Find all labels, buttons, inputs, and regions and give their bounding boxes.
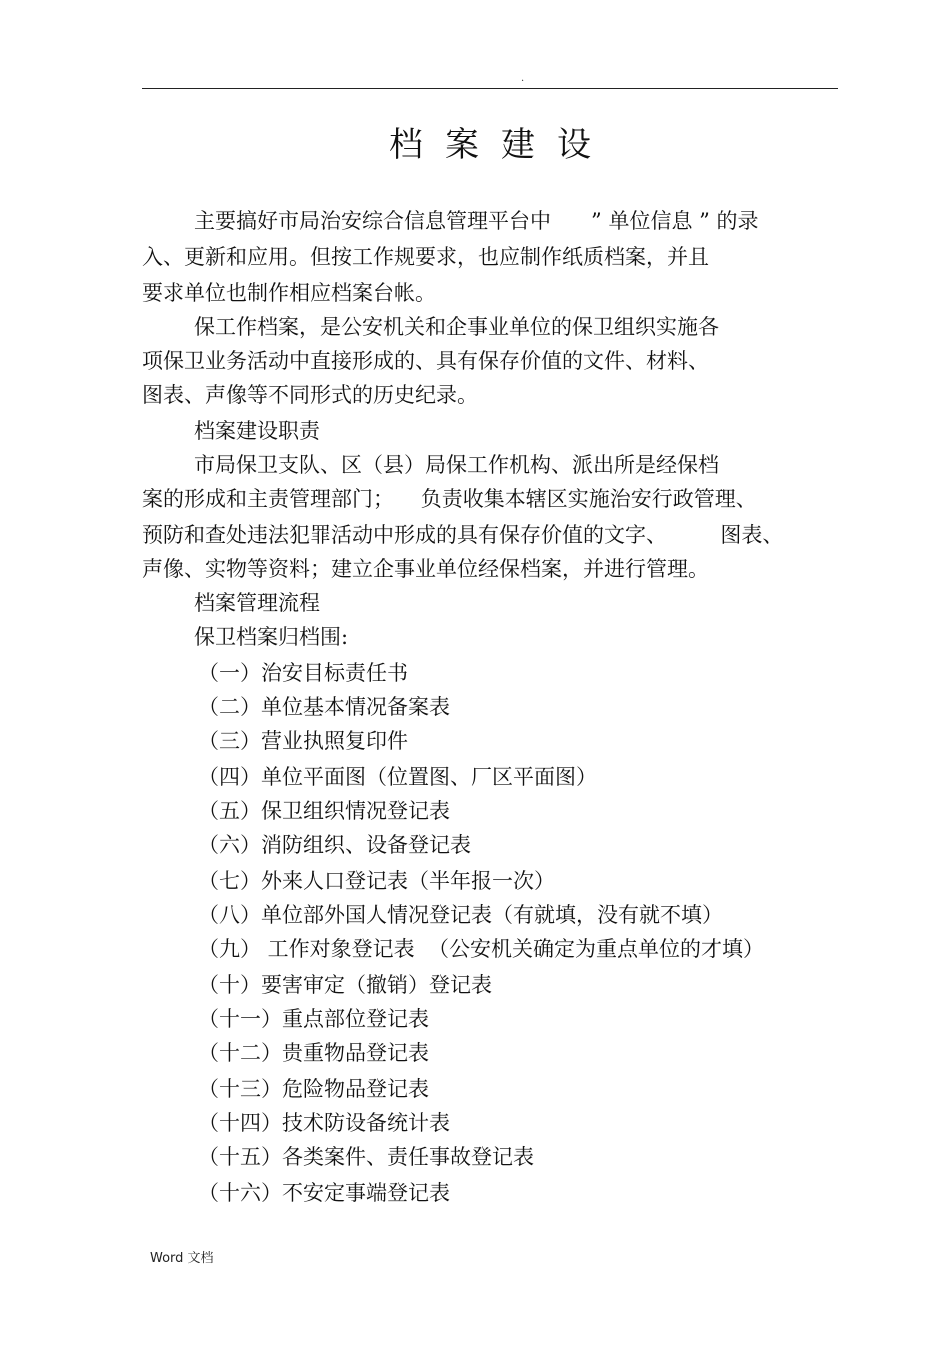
list-heading: 保卫档案归档围:: [194, 625, 349, 649]
section-heading: 档案建设职责: [194, 419, 320, 443]
paragraph-line: 图表、声像等不同形式的历史纪录。: [142, 383, 478, 407]
page-title: 档案建设: [389, 125, 613, 165]
list-item: （十五）各类案件、责任事故登记表: [198, 1145, 534, 1169]
paragraph-line: 入、更新和应用。但按工作规要求，也应制作纸质档案，并且: [142, 245, 709, 269]
list-item: （六）消防组织、设备登记表: [198, 833, 471, 857]
paragraph-line: 预防和查处违法犯罪活动中形成的具有保存价值的文字、 图表、: [142, 523, 784, 547]
list-item: （一）治安目标责任书: [198, 661, 408, 685]
list-item: （十二）贵重物品登记表: [198, 1041, 429, 1065]
list-item: （三）营业执照复印件: [198, 729, 408, 753]
paragraph-line: 项保卫业务活动中直接形成的、具有保存价值的文件、材料、: [142, 349, 709, 373]
list-item: （十）要害审定（撤销）登记表: [198, 973, 492, 997]
paragraph-line: 主要搞好市局治安综合信息管理平台中 ” 单位信息 ” 的录: [194, 209, 759, 233]
header-mark: .: [521, 73, 525, 84]
list-item: （四）单位平面图（位置图、厂区平面图）: [198, 765, 597, 789]
list-item: （十三）危险物品登记表: [198, 1077, 429, 1101]
paragraph-line: 市局保卫支队、区（县）局保工作机构、派出所是经保档: [194, 453, 719, 477]
list-item: （十四）技术防设备统计表: [198, 1111, 450, 1135]
paragraph-line: 声像、实物等资料；建立企事业单位经保档案，并进行管理。: [142, 557, 709, 581]
section-heading: 档案管理流程: [194, 591, 320, 615]
list-item: （二）单位基本情况备案表: [198, 695, 450, 719]
list-item: （五）保卫组织情况登记表: [198, 799, 450, 823]
list-item: （七）外来人口登记表（半年报一次）: [198, 869, 555, 893]
list-item: （十六）不安定事端登记表: [198, 1181, 450, 1205]
list-item: （九） 工作对象登记表 （公安机关确定为重点单位的才填）: [198, 937, 765, 961]
header-rule: [142, 88, 838, 89]
footer-label: Word 文档: [150, 1251, 214, 1266]
paragraph-line: 案的形成和主责管理部门； 负责收集本辖区实施治安行政管理、: [142, 487, 757, 511]
paragraph-line: 要求单位也制作相应档案台帐。: [142, 281, 436, 305]
list-item: （八）单位部外国人情况登记表（有就填，没有就不填）: [198, 903, 723, 927]
paragraph-line: 保工作档案，是公安机关和企事业单位的保卫组织实施各: [194, 315, 719, 339]
list-item: （十一）重点部位登记表: [198, 1007, 429, 1031]
